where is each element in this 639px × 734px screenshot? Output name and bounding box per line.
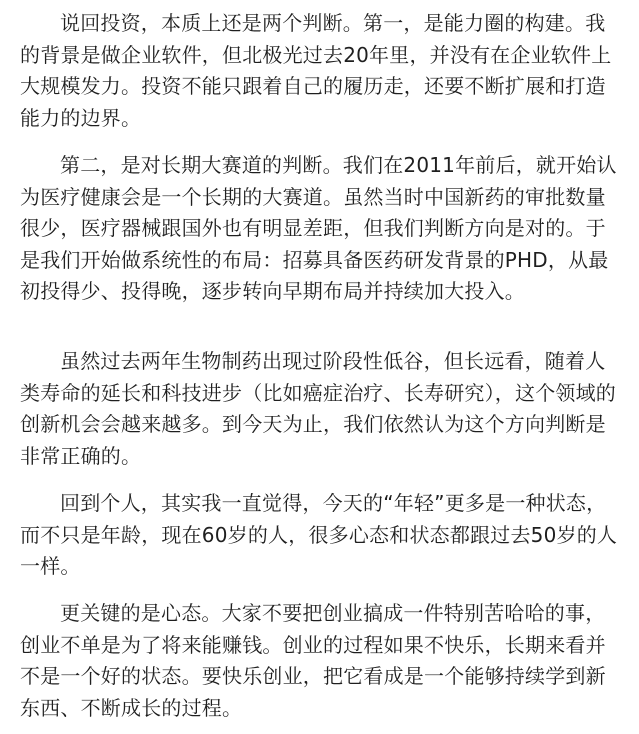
paragraph-biopharma-outlook: 虽然过去两年生物制药出现过阶段性低谷，但长远看，随着人类寿命的延长和科技进步（比如癌症治疗、长寿研究），这个领域的创新机会会越来越多。到今天为止，我们依然认为这个方向判断是非常正确的。 bbox=[20, 349, 616, 468]
paragraph-startup-mindset: 更关键的是心态。大家不要把创业搞成一件特别苦哈哈的事，创业不单是为了将来能赚钱。创业的过程如果不快乐，长期来看并不是一个好的状态。要快乐创业，把它看成是一个能够持续学到新东西、不断成长的过程。 bbox=[20, 601, 606, 720]
paragraph-investment-judgment: 说回投资，本质上还是两个判断。第一，是能力圈的构建。我的背景是做企业软件，但北极光过去20年里，并没有在企业软件上大规模发力。投资不能只跟着自己的履历走，还要不断扩展和打造能力的边界。 bbox=[20, 11, 612, 130]
paragraph-long-term-track: 第二，是对长期大赛道的判断。我们在2011年前后，就开始认为医疗健康会是一个长期的大赛道。虽然当时中国新药的审批数量很少，医疗器械跟国外也有明显差距，但我们判断方向是对的。于是我们开始做系统性的布局：招募具备医药研发背景的PHD，从最初投得少、投得晚，逐步转向早期布局并持续加大投入。 bbox=[20, 153, 617, 303]
paragraph-youthful-state: 回到个人，其实我一直觉得，今天的“年轻”更多是一种状态，而不只是年龄，现在60岁的人，很多心态和状态都跟过去50岁的人一样。 bbox=[20, 491, 618, 578]
